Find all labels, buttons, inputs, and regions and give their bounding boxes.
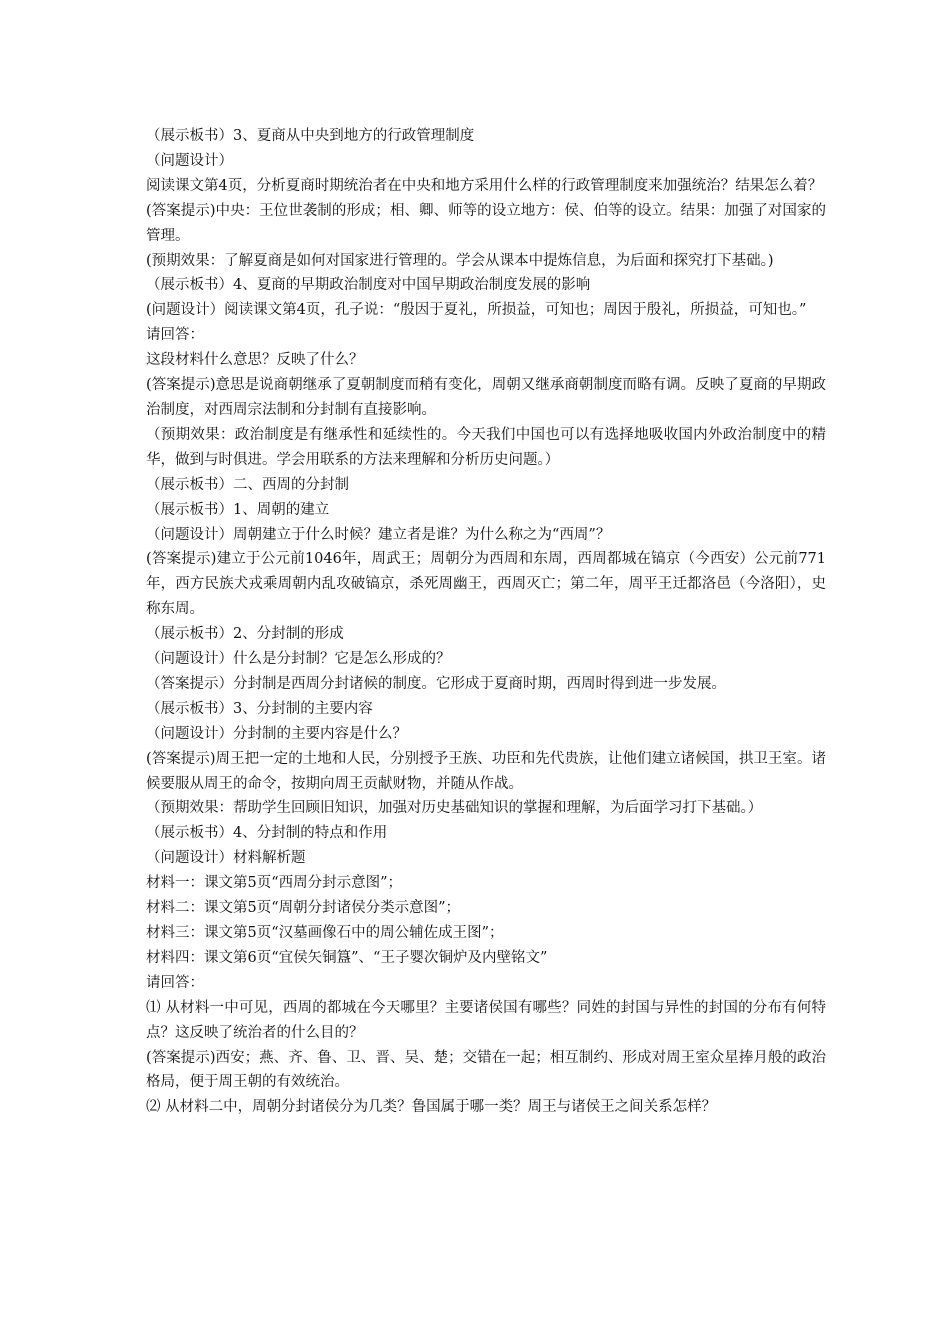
expected-effect: (预期效果：了解夏商是如何对国家进行管理的。学会从课本中提炼信息，为后面和探究打下基础。) (146, 252, 774, 269)
question-design-label: （问题设计） (146, 152, 233, 169)
answer-hint: (答案提示)周王把一定的土地和人民，分别授予王族、功臣和先代贵族，让他们建立诸候国，拱卫王室。诸候要服从周王的命令，按期向周王贡献财物，并随从作战。 (146, 750, 826, 792)
question-design: （问题设计）什么是分封制？它是怎么形成的？ (146, 651, 451, 668)
question-design: （问题设计）材料解析题 (146, 850, 306, 867)
please-answer-label: 请回答： (146, 327, 204, 344)
answer-hint: (答案提示)中央：王位世袭制的形成；相、卿、师等的设立地方：侯、伯等的设立。结果：加强了对国家的管理。 (146, 202, 826, 244)
heading-early-political-influence: （展示板书）4、夏商的早期政治制度对中国早期政治制度发展的影响 (146, 277, 591, 294)
question-text: 这段材料什么意思？反映了什么？ (146, 352, 364, 369)
document-page (146, 124, 826, 1120)
answer-hint: (答案提示)建立于公元前1046年，周武王；周朝分为西周和东周，西周都城在镐京（今西安）公元前771年，西方民族犬戎乘周朝内乱攻破镐京，杀死周幽王，西周灭亡；第二年，周平王迁都洛邑（今洛阳），史称东周。 (146, 551, 826, 618)
heading-feudal-features: （展示板书）4、分封制的特点和作用 (146, 825, 388, 842)
question-design: （问题设计）周朝建立于什么时候？建立者是谁？为什么称之为“西周”？ (146, 526, 611, 543)
question-item-1: ⑴ 从材料一中可见，西周的都城在今天哪里？主要诸侯国有哪些？同姓的封国与异性的封国的分布有何特点？这反映了统治者的什么目的？ (146, 999, 826, 1041)
heading-zhou-founding: （展示板书）1、周朝的建立 (146, 501, 330, 518)
heading-western-zhou-feudal-system: （展示板书）二、西周的分封制 (146, 476, 349, 493)
material-three: 材料三：课文第5页“汉墓画像石中的周公辅佐成王图”； (146, 925, 504, 941)
heading-feudal-content: （展示板书）3、分封制的主要内容 (146, 700, 373, 717)
question-design: （问题设计）分封制的主要内容是什么？ (146, 725, 407, 742)
question-design-confucius: (问题设计）阅读课文第4页，孔子说：“殷因于夏礼，所损益，可知也；周因于殷礼，所损益，可知也。” (146, 302, 807, 319)
material-four: 材料四：课文第6页“宜侯矢铜簋”、“王子婴次铜炉及内壁铭文” (146, 949, 548, 966)
answer-hint: (答案提示)意思是说商朝继承了夏朝制度而稍有变化，周朝又继承商朝制度而略有调。反映了夏商的早期政治制度，对西周宗法制和分封制有直接影响。 (146, 377, 826, 418)
material-one: 材料一：课文第5页“西周分封示意图”； (146, 875, 403, 892)
answer-hint: (答案提示)西安；燕、齐、鲁、卫、晋、吴、楚；交错在一起；相互制约、形成对周王室众星捧月般的政治格局，便于周王朝的有效统治。 (146, 1049, 826, 1091)
expected-effect: （预期效果：帮助学生回顾旧知识，加强对历史基础知识的掌握和理解，为后面学习打下基础。） (146, 800, 763, 817)
answer-hint: （答案提示）分封制是西周分封诸候的制度。它形成于夏商时期，西周时得到进一步发展。 (146, 675, 726, 692)
material-two: 材料二：课文第5页“周朝分封诸侯分类示意图”； (146, 900, 461, 917)
question-text: 阅读课文第4页，分析夏商时期统治者在中央和地方采用什么样的行政管理制度来加强统治？结果怎么着？ (146, 177, 823, 194)
question-item-2: ⑵ 从材料二中，周朝分封诸侯分为几类？鲁国属于哪一类？周王与诸侯王之间关系怎样？ (146, 1099, 717, 1116)
heading-feudal-formation: （展示板书）2、分封制的形成 (146, 626, 344, 643)
heading-xia-shang-admin-system: （展示板书）3、夏商从中央到地方的行政管理制度 (146, 128, 475, 144)
please-answer-label: 请回答： (146, 974, 204, 991)
expected-effect: （预期效果：政治制度是有继承性和延续性的。今天我们中国也可以有选择地吸收国内外政治制度中的精华，做到与时俱进。学会用联系的方法来理解和分析历史问题。） (146, 426, 826, 468)
